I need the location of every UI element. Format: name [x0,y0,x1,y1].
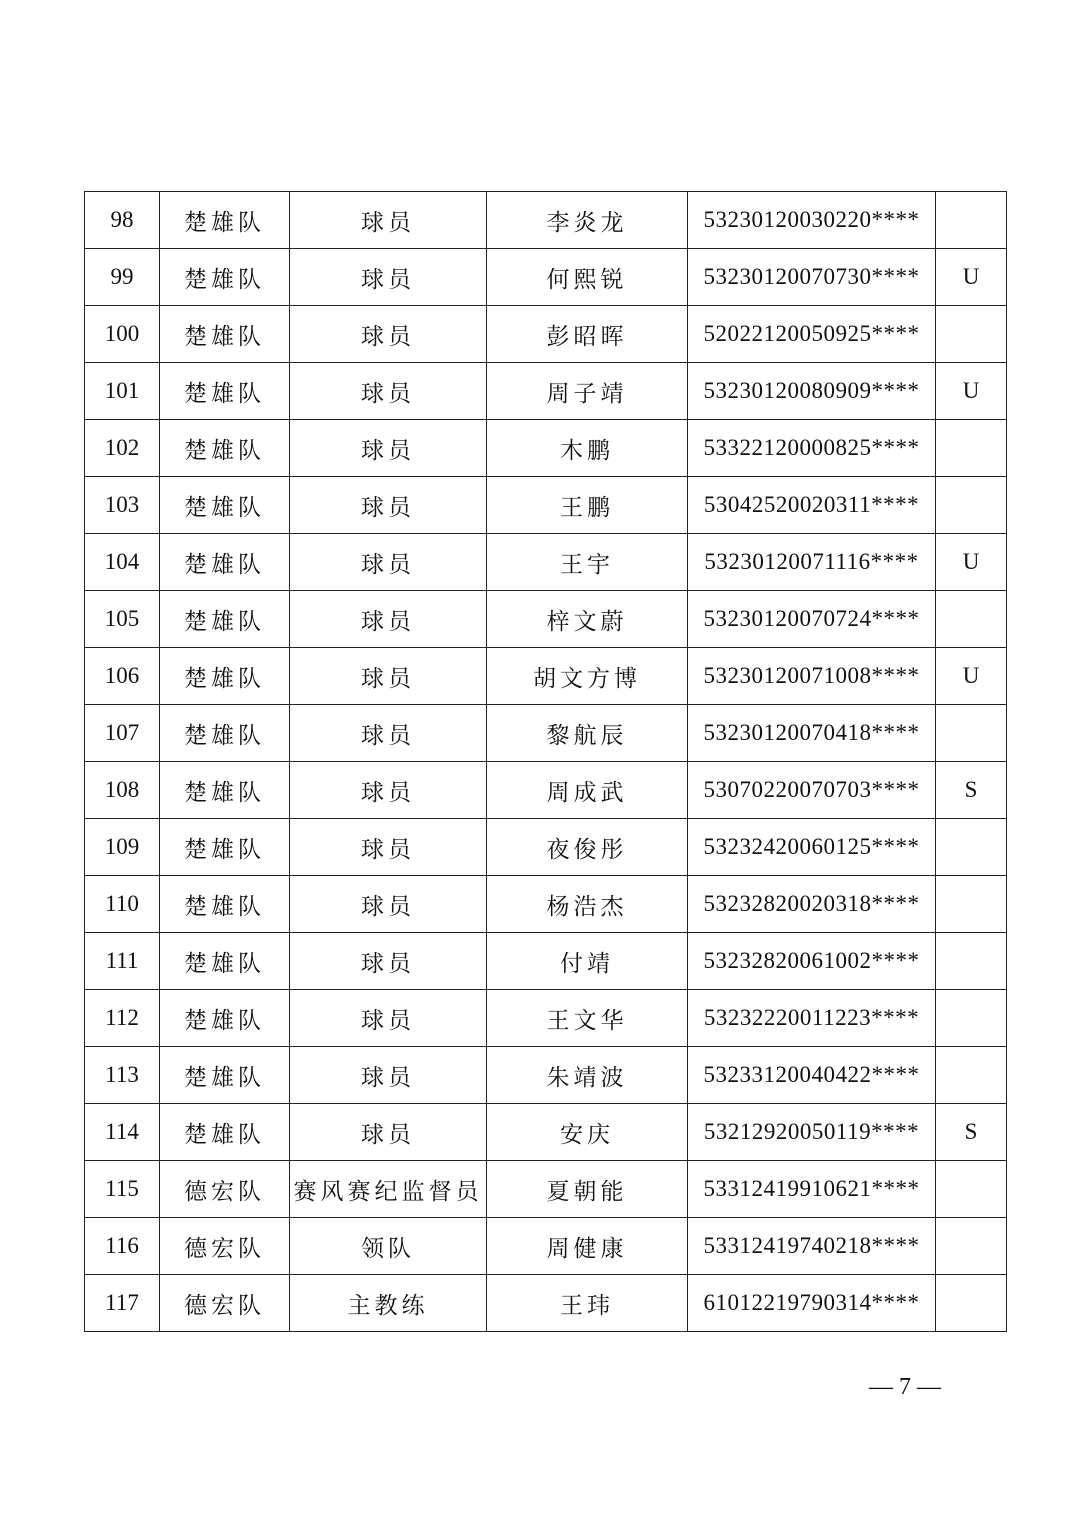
cell-name: 杨浩杰 [487,876,688,933]
cell-mark [936,1275,1007,1332]
cell-id-number: 53212920050119**** [688,1104,936,1161]
cell-role: 球员 [290,648,487,705]
cell-number: 106 [85,648,160,705]
cell-mark [936,933,1007,990]
cell-role: 球员 [290,591,487,648]
cell-team: 楚雄队 [160,933,290,990]
table-row [85,990,1007,1047]
cell-id-number: 53232820061002**** [688,933,936,990]
cell-id-number: 53230120080909**** [688,363,936,420]
cell-name: 王鹏 [487,477,688,534]
cell-mark [936,1218,1007,1275]
cell-team: 楚雄队 [160,1047,290,1104]
cell-id-number: 53230120030220**** [688,192,936,249]
cell-role: 球员 [290,1104,487,1161]
cell-role: 球员 [290,306,487,363]
cell-team: 楚雄队 [160,249,290,306]
table-row [85,1275,1007,1332]
cell-number: 102 [85,420,160,477]
cell-team: 楚雄队 [160,534,290,591]
cell-name: 梓文蔚 [487,591,688,648]
cell-name: 黎航辰 [487,705,688,762]
table-row [85,1218,1007,1275]
table-row [85,363,1007,420]
cell-name: 周健康 [487,1218,688,1275]
cell-mark [936,420,1007,477]
roster-table-body [85,192,1007,1332]
cell-role: 球员 [290,534,487,591]
cell-name: 彭昭晖 [487,306,688,363]
cell-number: 100 [85,306,160,363]
table-row [85,648,1007,705]
table-row [85,1047,1007,1104]
cell-role: 球员 [290,990,487,1047]
cell-name: 夏朝能 [487,1161,688,1218]
cell-role: 领队 [290,1218,487,1275]
cell-id-number: 53232420060125**** [688,819,936,876]
cell-role: 球员 [290,477,487,534]
cell-id-number: 53232220011223**** [688,990,936,1047]
cell-id-number: 53232820020318**** [688,876,936,933]
table-row [85,192,1007,249]
cell-number: 108 [85,762,160,819]
cell-id-number: 53230120070730**** [688,249,936,306]
cell-name: 王玮 [487,1275,688,1332]
table-row [85,249,1007,306]
cell-team: 楚雄队 [160,420,290,477]
cell-id-number: 53312419910621**** [688,1161,936,1218]
cell-team: 楚雄队 [160,876,290,933]
cell-number: 115 [85,1161,160,1218]
cell-number: 113 [85,1047,160,1104]
cell-team: 楚雄队 [160,762,290,819]
cell-role: 球员 [290,363,487,420]
cell-mark: U [936,249,1007,306]
cell-name: 周成武 [487,762,688,819]
cell-id-number: 53230120071008**** [688,648,936,705]
cell-id-number: 53322120000825**** [688,420,936,477]
cell-mark [936,876,1007,933]
cell-role: 球员 [290,1047,487,1104]
cell-team: 楚雄队 [160,192,290,249]
table-row [85,876,1007,933]
cell-name: 夜俊彤 [487,819,688,876]
cell-mark: U [936,534,1007,591]
table-row [85,420,1007,477]
cell-id-number: 61012219790314**** [688,1275,936,1332]
cell-team: 楚雄队 [160,819,290,876]
table-row [85,705,1007,762]
cell-team: 楚雄队 [160,990,290,1047]
cell-name: 朱靖波 [487,1047,688,1104]
cell-id-number: 53233120040422**** [688,1047,936,1104]
cell-team: 楚雄队 [160,363,290,420]
cell-name: 付靖 [487,933,688,990]
cell-mark: U [936,363,1007,420]
table-row [85,306,1007,363]
cell-name: 李炎龙 [487,192,688,249]
cell-role: 球员 [290,762,487,819]
roster-table [84,191,1007,1332]
table-row [85,534,1007,591]
cell-id-number: 53230120070724**** [688,591,936,648]
cell-team: 楚雄队 [160,1104,290,1161]
cell-name: 王文华 [487,990,688,1047]
cell-number: 116 [85,1218,160,1275]
cell-mark [936,705,1007,762]
cell-mark [936,1161,1007,1218]
cell-mark [936,192,1007,249]
cell-id-number: 53070220070703**** [688,762,936,819]
cell-number: 103 [85,477,160,534]
cell-role: 球员 [290,420,487,477]
cell-team: 楚雄队 [160,306,290,363]
cell-role: 赛风赛纪监督员 [290,1161,487,1218]
table-row [85,1161,1007,1218]
cell-team: 楚雄队 [160,591,290,648]
table-row [85,477,1007,534]
cell-team: 德宏队 [160,1218,290,1275]
cell-role: 主教练 [290,1275,487,1332]
cell-number: 117 [85,1275,160,1332]
cell-name: 何熙锐 [487,249,688,306]
cell-role: 球员 [290,876,487,933]
cell-mark [936,306,1007,363]
cell-number: 104 [85,534,160,591]
cell-team: 楚雄队 [160,705,290,762]
table-row [85,1104,1007,1161]
cell-name: 王宇 [487,534,688,591]
cell-mark [936,477,1007,534]
cell-role: 球员 [290,819,487,876]
page-number: — 7 — [869,1374,941,1400]
cell-name: 木鹏 [487,420,688,477]
table-row [85,762,1007,819]
cell-id-number: 52022120050925**** [688,306,936,363]
cell-mark: S [936,762,1007,819]
cell-mark [936,1047,1007,1104]
cell-number: 99 [85,249,160,306]
cell-mark: U [936,648,1007,705]
cell-name: 周子靖 [487,363,688,420]
cell-mark [936,819,1007,876]
cell-mark [936,591,1007,648]
cell-number: 111 [85,933,160,990]
cell-number: 105 [85,591,160,648]
cell-role: 球员 [290,705,487,762]
cell-id-number: 53042520020311**** [688,477,936,534]
cell-number: 101 [85,363,160,420]
table-row [85,933,1007,990]
cell-id-number: 53230120070418**** [688,705,936,762]
table-row [85,591,1007,648]
cell-number: 112 [85,990,160,1047]
cell-number: 98 [85,192,160,249]
cell-role: 球员 [290,249,487,306]
cell-mark [936,990,1007,1047]
table-row [85,819,1007,876]
cell-id-number: 53230120071116**** [688,534,936,591]
cell-number: 107 [85,705,160,762]
cell-team: 德宏队 [160,1275,290,1332]
cell-mark: S [936,1104,1007,1161]
cell-number: 110 [85,876,160,933]
cell-team: 楚雄队 [160,648,290,705]
cell-name: 胡文方博 [487,648,688,705]
cell-role: 球员 [290,933,487,990]
cell-role: 球员 [290,192,487,249]
cell-number: 114 [85,1104,160,1161]
cell-team: 德宏队 [160,1161,290,1218]
cell-name: 安庆 [487,1104,688,1161]
cell-id-number: 53312419740218**** [688,1218,936,1275]
cell-team: 楚雄队 [160,477,290,534]
cell-number: 109 [85,819,160,876]
